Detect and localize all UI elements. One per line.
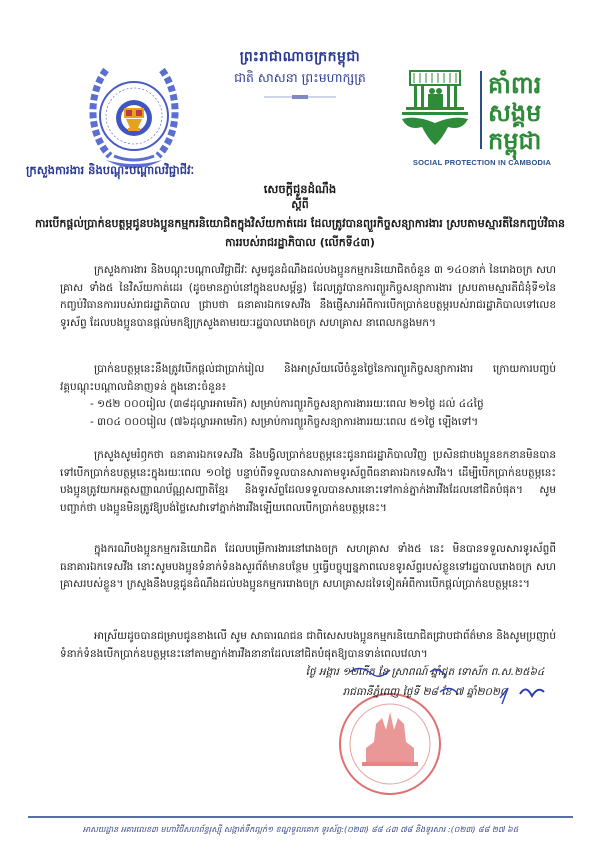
paragraph-4: ក្នុងករណីបងប្អូនកម្មករនិយោជិត ដែលបម្រើការងារនៅរោងចក្រ សហគ្រាស ទាំង៥ នេះ មិនបានទទួលសារទូរស័ព្ទពីធនាគារឯកទេសវីង នោះសូមបងប្អូនទំនាក់ទំនងសួរព័ត៌មានបន្ថែម ឬធ្វើបច្ចុប្បន្នភាពលេខទូរស័ព្ទរបស់ខ្លួនទៅរដ្ឋបាលរោងចក្រ សហគ្រាសរបស់ខ្លួន។ ក្រសួងនឹងបន្តជូនដំណឹងដល់បងប្អូនកម្មកររោងចក្រ សហគ្រាសដទៃទៀតអំពីការបើកផ្តល់ប្រាក់ឧបត្ថម្ភនេះ។: [60, 543, 556, 590]
footer-address: អាសយដ្ឋាន អគារលេខ៣ មហាវិថីសហព័ន្ធរុស្ស៊ី សង្កាត់ទឹកល្អក់១ ខណ្ឌទួលគោក ទូរស័ព្ទ:(០២៣) ៨៨ ៤៣ ៧៨ និងទូរសារ :(០២៣) ៨៨ ២៧ ៦៥: [82, 825, 519, 834]
amount-list: [90, 396, 556, 431]
notice-title: សេចក្តីជូនដំណឹង: [263, 182, 337, 196]
official-seal-icon: [330, 690, 450, 798]
handwritten-signature-icon: [320, 662, 570, 706]
svg-text:សង្គម: សង្គម: [488, 99, 542, 127]
social-protection-caption: SOCIAL PROTECTION IN CAMBODIA: [412, 158, 552, 167]
ministry-seal-icon: [84, 64, 184, 178]
solar-date: រាជធានីភ្នំពេញ ថ្ងៃទី ២៨ ខែ ៧ ឆ្នាំ២០២០: [342, 686, 508, 698]
national-motto: ជាតិ សាសនា ព្រះមហាក្សត្រ: [234, 70, 366, 85]
notice-subject: ការបើកផ្តល់ប្រាក់ឧបត្ថម្ភជូនបងប្អូនកម្មករនិយោជិតក្នុងវិស័យកាត់ដេរ ដែលត្រូវបានព្យួរកិច្ចសន្យាការងារ ស្របតាមស្មារតីនៃកញ្ចប់វិធានការរបស់រាជរដ្ឋាភិបាល (លើកទី៤៣): [34, 217, 566, 249]
kingdom-heading: ព្រះរាជាណាចក្រកម្ពុជា: [239, 49, 361, 65]
amount-item: - ១៥២ ០០០រៀល (៣៨ដុល្លារអាមេរិក) សម្រាប់ការព្យួរកិច្ចសន្យាការងាររយៈពេល ២១ថ្ងៃ ដល់ ៤៤ថ្ងៃ: [90, 398, 484, 410]
paragraph-1: ក្រសួងការងារ និងបណ្តុះបណ្តាលវិជ្ជាជីវៈ សូមជូនដំណឹងដល់បងប្អូនកម្មករនិយោជិតចំនួន ៣ ១៤០នាក់ នៃរោងចក្រ សហគ្រាស ទាំង៥ នៃវិស័យកាត់ដេរ (ដូចមានភ្ជាប់នៅក្នុងឧបសម្ព័ន្ធ) ដែលត្រូវបានការព្យួរកិច្ចសន្យាការងារ ស្របតាមស្មារតីជំនុំទី១នៃកញ្ចប់វិធានការរបស់រាជរដ្ឋាភិបាល ជ្រាបថា ធនាគារឯកទេសវីង នឹងផ្ញើសារអំពីការបើកប្រាក់ឧបត្ថម្ភរបស់រាជរដ្ឋាភិបាលទៅលេខទូរស័ព្ទ ដែលបងប្អូនបានផ្តល់មកឱ្យក្រសួងតាមរយៈរដ្ឋបាលរោងចក្រ សហគ្រាស នាពេលកន្លងមក។: [60, 264, 556, 329]
notice-subject-label: ស្តីពី: [291, 198, 309, 211]
ministry-name: ក្រសួងការងារ និងបណ្តុះបណ្តាលវិជ្ជាជីវៈ: [26, 163, 195, 177]
svg-text:កម្ពុជា: កម្ពុជា: [488, 127, 542, 155]
amount-item: - ៣០៤ ០០០រៀល (៧៦ដុល្លារអាមេរិក) សម្រាប់ការព្យួរកិច្ចសន្យាការងាររយៈពេល ៥១ថ្ងៃ ឡើងទៅ។: [90, 415, 479, 428]
svg-text:គាំពារ: គាំពារ: [488, 71, 542, 99]
paragraph-5: អាស្រ័យដូចបានជម្រាបជូនខាងលើ សូម សាធារណជន ជាពិសេសបងប្អូនកម្មករនិយោជិតជ្រាបជាព័ត៌មាន និងសូមប្រញាប់ទំនាក់ទំនងបើកប្រាក់ឧបត្ថម្ភនេះនៅតាមភ្នាក់ងារវីងនានាដែលនៅជិតបំផុតឱ្យបានទាន់ពេលវេលា។: [60, 630, 556, 660]
social-protection-logo-icon: [396, 60, 568, 170]
paragraph-2: ប្រាក់ឧបត្ថម្ភនេះនឹងត្រូវបើកផ្តល់ជាប្រាក់រៀល និងអាស្រ័យលើចំនួនថ្ងៃនៃការព្យួរកិច្ចសន្យាការងារ ក្រោយការបញ្ចប់វគ្គបណ្តុះបណ្តាលជំនាញទន់ ក្នុងនោះចំនួន៖: [60, 363, 556, 393]
lunar-date: ថ្ងៃ អង្គារ ១២កើត ខែ ស្រាពណ៍ ឆ្នាំជូត ទោស័ក ព.ស.២៥៦៤: [305, 666, 545, 678]
ornament-divider-icon: [264, 94, 336, 100]
footer-divider: [28, 816, 573, 818]
paragraph-3: ក្រសួងសូមរំឭកថា ធនាគារឯកទេសវីង នឹងបង្វិលប្រាក់ឧបត្ថម្ភនេះជូនរាជរដ្ឋាភិបាលវិញ ប្រសិនជាបងប្អូនខកខានមិនបានទៅបើកប្រាក់ឧបត្ថម្ភនេះក្នុងរយៈពេល ១០ថ្ងៃ បន្ទាប់ពីទទួលបានសារតាមទូរស័ព្ទពីធនាគារឯកទេសវីង។ ដើម្បីបើកប្រាក់ឧបត្ថម្ភនេះ បងប្អូនត្រូវយកអត្តសញ្ញាណប័ណ្ណសញ្ជាតិខ្មែរ និងទូរស័ព្ទដែលទទួលបានសារនោះទៅកាន់ភ្នាក់ងារវីងដែលនៅជិតបំផុត។ សូមបញ្ជាក់ថា បងប្អូនមិនត្រូវឱ្យបង់ថ្លៃសេវាទៅភ្នាក់ងារវីងឡើយពេលបើកប្រាក់ឧបត្ថម្ភនេះ។: [60, 449, 556, 514]
